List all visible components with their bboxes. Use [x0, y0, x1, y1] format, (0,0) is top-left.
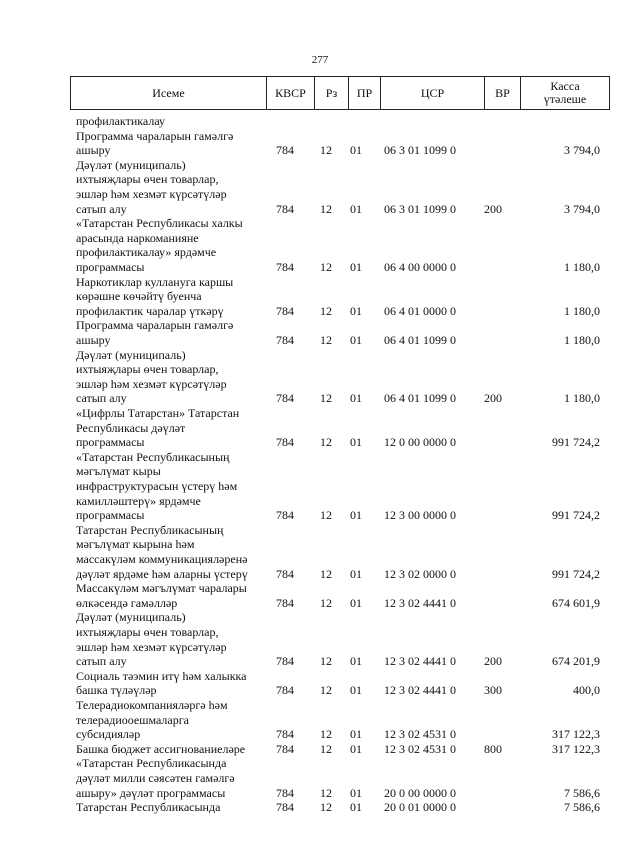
row-sum: 991 724,2 [552, 435, 600, 450]
row-name-line: профилактикалау [76, 114, 166, 128]
table-row [70, 581, 610, 610]
row-name-line: сатып алу [76, 654, 127, 669]
header-vr: ВР [485, 77, 521, 109]
row-kvsr: 784 [276, 741, 294, 756]
table-row [70, 318, 610, 347]
row-csr: 06 4 00 0000 0 [384, 259, 456, 274]
row-rz: 12 [320, 435, 332, 450]
row-name-line: эшләр һәм хезмәт күрсәтүләр [76, 376, 227, 391]
row-csr: 12 3 02 4531 0 [384, 741, 456, 756]
header-sum-line2: үтәлеше [543, 92, 587, 106]
row-csr: 20 0 01 0000 0 [384, 800, 456, 815]
row-name [76, 523, 266, 581]
row-name-line: камилләштерү» ярдәмче [76, 493, 201, 508]
row-pr: 01 [350, 259, 362, 274]
row-kvsr: 784 [276, 800, 294, 815]
table-row [70, 742, 610, 757]
row-name-line: «Татарстан Республикасы халкы [76, 216, 243, 231]
row-name-line: мәгълүмат кырына һәм [76, 537, 195, 552]
row-kvsr: 784 [276, 259, 294, 274]
row-csr: 06 3 01 1099 0 [384, 201, 456, 216]
table-row [70, 450, 610, 523]
row-rz: 12 [320, 727, 332, 742]
row-rz: 12 [320, 566, 332, 581]
row-pr: 01 [350, 201, 362, 216]
page-number: 277 [311, 54, 329, 66]
row-name-line: дәүләт ярдәме һәм аларны үстерү [76, 566, 248, 581]
row-csr: 12 3 02 4441 0 [384, 654, 456, 669]
row-sum: 1 180,0 [564, 259, 600, 274]
row-name [76, 581, 266, 610]
row-pr: 01 [350, 800, 362, 815]
row-name-line: массакүләм коммуникацияләренә [76, 551, 248, 566]
row-sum: 991 724,2 [552, 566, 600, 581]
row-name [76, 114, 266, 129]
row-name-line: дәүләт милли сәясәтен гамәлгә [76, 770, 235, 785]
row-name-line: башка түләүләр [76, 683, 157, 698]
row-name-line: программасы [76, 259, 145, 274]
row-pr: 01 [350, 143, 362, 158]
table-row [70, 756, 610, 800]
row-name-line: субсидияләр [76, 727, 141, 742]
row-name [76, 742, 266, 757]
row-csr: 06 4 01 0000 0 [384, 303, 456, 318]
header-name: Исеме [71, 77, 267, 109]
row-vr: 200 [484, 201, 502, 216]
row-name [76, 129, 266, 158]
table-row [70, 216, 610, 274]
row-kvsr: 784 [276, 566, 294, 581]
row-name-line: Дәүләт (муниципаль) [76, 157, 186, 172]
row-name-line: профилактикалау» ярдәмче [76, 245, 217, 260]
row-name-line: ихтыяҗлары өчен товарлар, [76, 362, 219, 377]
table-row [70, 158, 610, 216]
table-row [70, 275, 610, 319]
row-pr: 01 [350, 654, 362, 669]
header-sum [521, 77, 609, 109]
row-csr: 12 3 02 4531 0 [384, 727, 456, 742]
row-sum: 400,0 [573, 683, 600, 698]
row-name-line: Программа чараларын гамәлгә [76, 318, 234, 333]
row-name-line: ихтыяҗлары өчен товарлар, [76, 172, 219, 187]
row-rz: 12 [320, 800, 332, 815]
table-row [70, 406, 610, 450]
row-kvsr: 784 [276, 654, 294, 669]
row-pr: 01 [350, 741, 362, 756]
row-rz: 12 [320, 595, 332, 610]
table-row [70, 129, 610, 158]
row-rz: 12 [320, 683, 332, 698]
row-name-line: Наркотиклар кулланугa каршы [76, 274, 234, 289]
row-csr: 12 3 02 0000 0 [384, 566, 456, 581]
table-row [70, 348, 610, 406]
row-kvsr: 784 [276, 332, 294, 347]
row-csr: 06 4 01 1099 0 [384, 332, 456, 347]
row-pr: 01 [350, 303, 362, 318]
row-kvsr: 784 [276, 683, 294, 698]
row-kvsr: 784 [276, 201, 294, 216]
row-vr: 800 [484, 741, 502, 756]
row-rz: 12 [320, 332, 332, 347]
row-name-line: ашыру [76, 332, 111, 347]
row-sum: 991 724,2 [552, 508, 600, 523]
row-name-line: «Цифрлы Татарстан» Татарстан [76, 406, 240, 420]
row-name-line: инфраструктурасын үстерү һәм [76, 478, 238, 493]
row-sum: 1 180,0 [564, 332, 600, 347]
row-name-line: өлкәсендә гамәлләр [76, 595, 178, 610]
row-name-line: ашыру [76, 143, 111, 158]
row-name-line: Дәүләт (муниципаль) [76, 347, 186, 362]
row-rz: 12 [320, 508, 332, 523]
row-name [76, 450, 266, 523]
row-kvsr: 784 [276, 785, 294, 800]
row-name-line: Башка бюджет ассигнованиеләре [76, 741, 246, 756]
row-rz: 12 [320, 741, 332, 756]
row-name-line: сатып алу [76, 391, 127, 406]
row-sum: 1 180,0 [564, 391, 600, 406]
row-csr: 20 0 00 0000 0 [384, 785, 456, 800]
row-rz: 12 [320, 785, 332, 800]
row-name-line: Телерадиокомпанияләргә һәм [76, 698, 228, 712]
row-sum: 674 201,9 [552, 654, 600, 669]
row-name-line: программасы [76, 508, 145, 523]
row-name-line: профилактик чаралар үткәрү [76, 303, 224, 318]
row-name-line: Татарстан Республикасының [76, 522, 224, 537]
row-sum: 7 586,6 [564, 800, 600, 815]
row-name-line: Программа чараларын гамәлгә [76, 128, 234, 143]
table-header [70, 76, 610, 110]
row-name-line: программасы [76, 435, 145, 450]
row-name-line: сатып алу [76, 201, 127, 216]
row-name [76, 756, 266, 800]
row-vr: 200 [484, 654, 502, 669]
row-rz: 12 [320, 259, 332, 274]
row-pr: 01 [350, 508, 362, 523]
row-vr: 300 [484, 683, 502, 698]
row-sum: 674 601,9 [552, 595, 600, 610]
row-name-line: эшләр һәм хезмәт күрсәтүләр [76, 186, 227, 201]
header-rz: Рз [315, 77, 349, 109]
row-pr: 01 [350, 391, 362, 406]
row-csr: 12 3 00 0000 0 [384, 508, 456, 523]
row-name-line: Социаль тәэмин итү һәм халыкка [76, 668, 247, 683]
row-name [76, 348, 266, 406]
table-row [70, 610, 610, 668]
row-name [76, 698, 266, 742]
table-row [70, 698, 610, 742]
row-rz: 12 [320, 303, 332, 318]
table-row [70, 669, 610, 698]
row-vr: 200 [484, 391, 502, 406]
header-csr: ЦСР [381, 77, 485, 109]
row-pr: 01 [350, 595, 362, 610]
row-name-line: Республикасы дәүләт [76, 420, 186, 435]
row-name-line: Дәүләт (муниципаль) [76, 610, 186, 625]
row-rz: 12 [320, 391, 332, 406]
row-name-line: Массакүләм мәгълүмат чаралары [76, 581, 247, 596]
row-pr: 01 [350, 785, 362, 800]
row-sum: 3 794,0 [564, 143, 600, 158]
row-pr: 01 [350, 332, 362, 347]
row-rz: 12 [320, 654, 332, 669]
row-name-line: арасында наркоманияне [76, 230, 199, 245]
row-name-line: эшләр һәм хезмәт күрсәтүләр [76, 639, 227, 654]
row-kvsr: 784 [276, 143, 294, 158]
row-name-line: көрәшне көчәйтү буенча [76, 289, 202, 304]
header-pr: ПР [349, 77, 381, 109]
row-csr: 12 3 02 4441 0 [384, 683, 456, 698]
row-name-line: «Татарстан Республикасының [76, 449, 230, 464]
row-kvsr: 784 [276, 595, 294, 610]
row-name [76, 318, 266, 347]
row-name [76, 216, 266, 274]
row-csr: 12 0 00 0000 0 [384, 435, 456, 450]
row-kvsr: 784 [276, 303, 294, 318]
table-row [70, 523, 610, 581]
header-sum-line1: Касса [550, 79, 580, 93]
row-kvsr: 784 [276, 727, 294, 742]
row-name [76, 669, 266, 698]
row-sum: 1 180,0 [564, 303, 600, 318]
row-kvsr: 784 [276, 391, 294, 406]
row-pr: 01 [350, 683, 362, 698]
row-name-line: телерадиооешмаларга [76, 712, 189, 727]
row-name [76, 610, 266, 668]
row-name [76, 158, 266, 216]
row-sum: 3 794,0 [564, 201, 600, 216]
row-sum: 317 122,3 [552, 741, 600, 756]
row-csr: 06 3 01 1099 0 [384, 143, 456, 158]
row-sum: 7 586,6 [564, 785, 600, 800]
row-pr: 01 [350, 727, 362, 742]
row-name [76, 275, 266, 319]
row-name-line: «Татарстан Республикасында [76, 756, 227, 771]
row-name-line: мәгълүмат кыры [76, 464, 161, 479]
row-pr: 01 [350, 435, 362, 450]
row-name-line: ихтыяҗлары өчен товарлар, [76, 624, 219, 639]
header-kvsr: КВСР [267, 77, 315, 109]
row-name [76, 800, 266, 815]
row-csr: 12 3 02 4441 0 [384, 595, 456, 610]
row-csr: 06 4 01 1099 0 [384, 391, 456, 406]
row-name [76, 406, 266, 450]
row-pr: 01 [350, 566, 362, 581]
table-row [70, 800, 610, 815]
row-name-line: Татарстан Республикасында [76, 800, 221, 815]
row-sum: 317 122,3 [552, 727, 600, 742]
row-rz: 12 [320, 201, 332, 216]
row-kvsr: 784 [276, 508, 294, 523]
row-kvsr: 784 [276, 435, 294, 450]
table-row [70, 114, 610, 129]
row-name-line: ашыру» дәүләт программасы [76, 785, 226, 800]
row-rz: 12 [320, 143, 332, 158]
